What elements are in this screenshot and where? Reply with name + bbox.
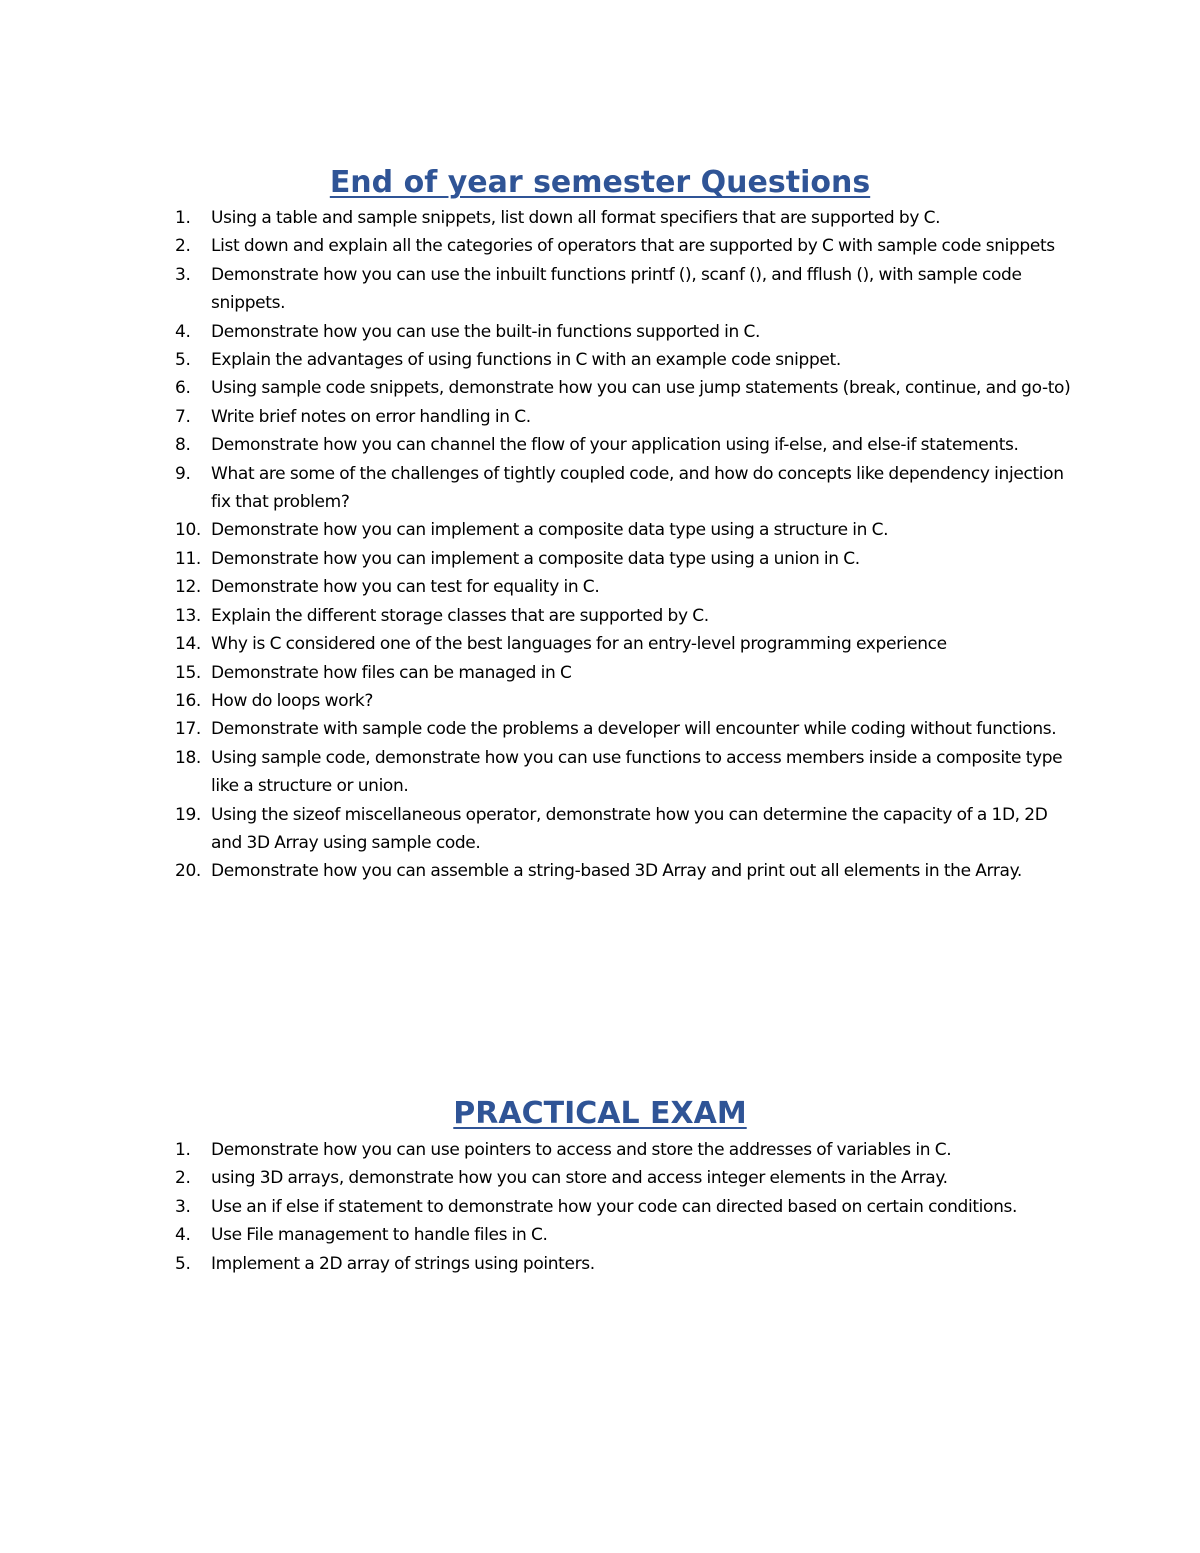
question-number: 2.	[175, 1168, 191, 1189]
question-text: Implement a 2D array of strings using pointers.	[211, 1253, 595, 1274]
question-item	[175, 374, 1075, 402]
question-item	[175, 1193, 1075, 1221]
question-text: How do loops work?	[211, 690, 374, 711]
question-text: Demonstrate how you can use pointers to access and store the addresses of variables in C.	[211, 1140, 952, 1160]
question-number: 18.	[175, 747, 201, 768]
question-item	[175, 744, 1075, 801]
section-title-semester-questions: End of year semester Questions	[329, 165, 871, 200]
question-number: 3.	[175, 264, 191, 285]
question-number: 8.	[175, 435, 191, 456]
question-text: Demonstrate how you can assemble a string-based 3D Array and print out all elements in the Array.	[211, 861, 1022, 882]
question-number: 4.	[175, 1225, 191, 1246]
question-number: 6.	[175, 378, 191, 399]
question-item	[175, 687, 1075, 715]
question-number: 11.	[175, 548, 201, 569]
question-item	[175, 1136, 1075, 1164]
question-number: 4.	[175, 321, 191, 342]
question-text: Demonstrate how files can be managed in C	[211, 662, 572, 683]
question-number: 15.	[175, 662, 201, 683]
question-number: 7.	[175, 406, 191, 427]
question-item	[175, 261, 1075, 318]
question-item	[175, 659, 1075, 687]
question-number: 10.	[175, 520, 201, 541]
question-item	[175, 318, 1075, 346]
question-item	[175, 545, 1075, 573]
question-text: List down and explain all the categories of operators that are supported by C with sample code snippets	[211, 236, 1055, 257]
question-text: Explain the advantages of using functions in C with an example code snippet.	[211, 350, 841, 371]
question-number: 13.	[175, 605, 201, 626]
question-number: 9.	[175, 463, 191, 484]
practical-exam-list	[175, 1136, 1075, 1278]
question-item	[175, 346, 1075, 374]
question-text: Use File management to handle files in C.	[211, 1225, 548, 1246]
question-number: 16.	[175, 690, 201, 711]
question-item	[175, 573, 1075, 601]
question-text: Using sample code, demonstrate how you can use functions to access members inside a composite type like a structure or union.	[211, 747, 1063, 797]
question-text: Using the sizeof miscellaneous operator, demonstrate how you can determine the capacity of a 1D, 2D and 3D Array using sample code.	[211, 804, 1048, 853]
question-item	[175, 801, 1075, 858]
question-number: 1.	[175, 208, 191, 228]
question-item	[175, 1221, 1075, 1249]
question-item	[175, 460, 1075, 517]
question-text: Using sample code snippets, demonstrate how you can use jump statements (break, continue, and go-to)	[211, 378, 1071, 399]
question-item	[175, 1164, 1075, 1192]
question-text: Using a table and sample snippets, list down all format specifiers that are supported by C.	[211, 208, 941, 228]
question-number: 5.	[175, 350, 191, 371]
question-text: Write brief notes on error handling in C.	[211, 406, 531, 427]
question-number: 2.	[175, 236, 191, 257]
question-text: Demonstrate how you can channel the flow of your application using if-else, and else-if statements.	[211, 435, 1019, 456]
question-text: What are some of the challenges of tightly coupled code, and how do concepts like dependency injection fix that problem?	[211, 463, 1064, 513]
question-item	[175, 516, 1075, 544]
question-number: 1.	[175, 1140, 191, 1160]
question-item	[175, 630, 1075, 658]
question-text: Why is C considered one of the best languages for an entry-level programming experience	[211, 634, 947, 655]
question-number: 12.	[175, 577, 201, 598]
question-text: Demonstrate how you can test for equality in C.	[211, 577, 600, 598]
question-text: Demonstrate how you can implement a composite data type using a structure in C.	[211, 520, 889, 541]
question-number: 14.	[175, 634, 201, 655]
question-text: using 3D arrays, demonstrate how you can store and access integer elements in the Array.	[211, 1168, 948, 1189]
semester-questions-list	[175, 204, 1075, 886]
question-item	[175, 857, 1075, 885]
question-number: 5.	[175, 1253, 191, 1274]
question-item	[175, 232, 1075, 260]
question-text: Demonstrate with sample code the problems a developer will encounter while coding without functions.	[211, 719, 1057, 740]
section-title-practical-exam: PRACTICAL EXAM	[453, 1096, 747, 1131]
question-number: 19.	[175, 804, 201, 825]
question-text: Demonstrate how you can use the built-in functions supported in C.	[211, 321, 761, 342]
question-item	[175, 715, 1075, 743]
question-item	[175, 431, 1075, 459]
question-text: Use an if else if statement to demonstrate how your code can directed based on certain conditions.	[211, 1196, 1018, 1217]
question-text: Demonstrate how you can implement a composite data type using a union in C.	[211, 548, 860, 569]
question-text: Explain the different storage classes that are supported by C.	[211, 605, 709, 626]
question-item	[175, 1250, 1075, 1278]
question-item	[175, 602, 1075, 630]
question-number: 17.	[175, 719, 201, 740]
question-number: 3.	[175, 1196, 191, 1217]
question-number: 20.	[175, 861, 201, 882]
question-item	[175, 403, 1075, 431]
question-text: Demonstrate how you can use the inbuilt functions printf (), scanf (), and fflush (), with sample code snippets.	[211, 264, 1022, 314]
question-item	[175, 204, 1075, 232]
